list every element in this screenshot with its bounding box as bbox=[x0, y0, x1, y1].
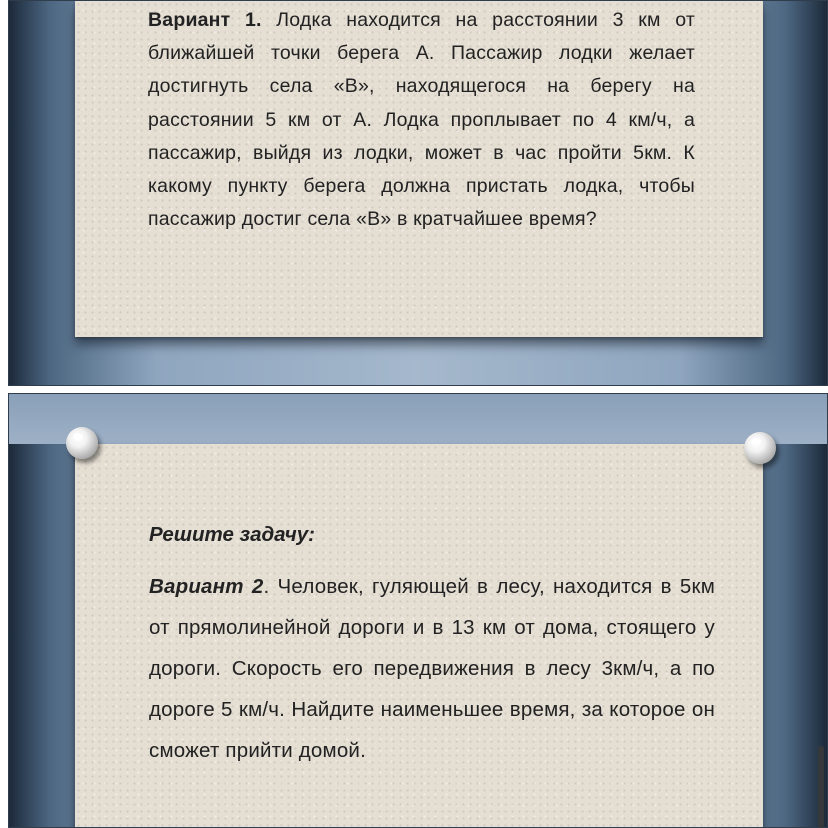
slide-1 bbox=[8, 0, 828, 386]
variant-2-label: Вариант 2 bbox=[149, 575, 264, 598]
vertical-scrollbar[interactable] bbox=[818, 746, 824, 828]
slide-2-top-band bbox=[9, 394, 827, 444]
task-heading: Решите задачу: bbox=[149, 523, 315, 546]
variant-1-label: Вариант 1. bbox=[148, 9, 262, 31]
pushpin-icon bbox=[66, 427, 98, 459]
slide-2 bbox=[8, 393, 828, 828]
variant-1-body: Лодка находится на расстоянии 3 км от ближайшей точки берега А. Пассажир лодки желает достигнуть села «В», находящегося на берегу на расстоянии 5 км от А. Лодка проплывает по 4 км/ч, а пассажир, выйдя из лодки, может в час пройти 5км. К какому пункту берега должна пристать лодка, чтобы пассажир достиг села «В» в кратчайшее время? bbox=[148, 9, 695, 231]
problem-text-2 bbox=[149, 566, 715, 771]
variant-2-body: . Человек, гуляющей в лесу, находится в 5км от прямолинейной дороги и в 13 км от дома, стоящего у дороги. Скорость его передвижения в лесу 3км/ч, а по дороге 5 км/ч. Найдите наименьшее время, за которое он сможет прийти домой. bbox=[149, 575, 715, 762]
pushpin-icon bbox=[744, 432, 776, 464]
problem-text-1 bbox=[148, 4, 695, 236]
paper-note-1 bbox=[75, 1, 763, 337]
paper-note-2 bbox=[75, 444, 763, 828]
